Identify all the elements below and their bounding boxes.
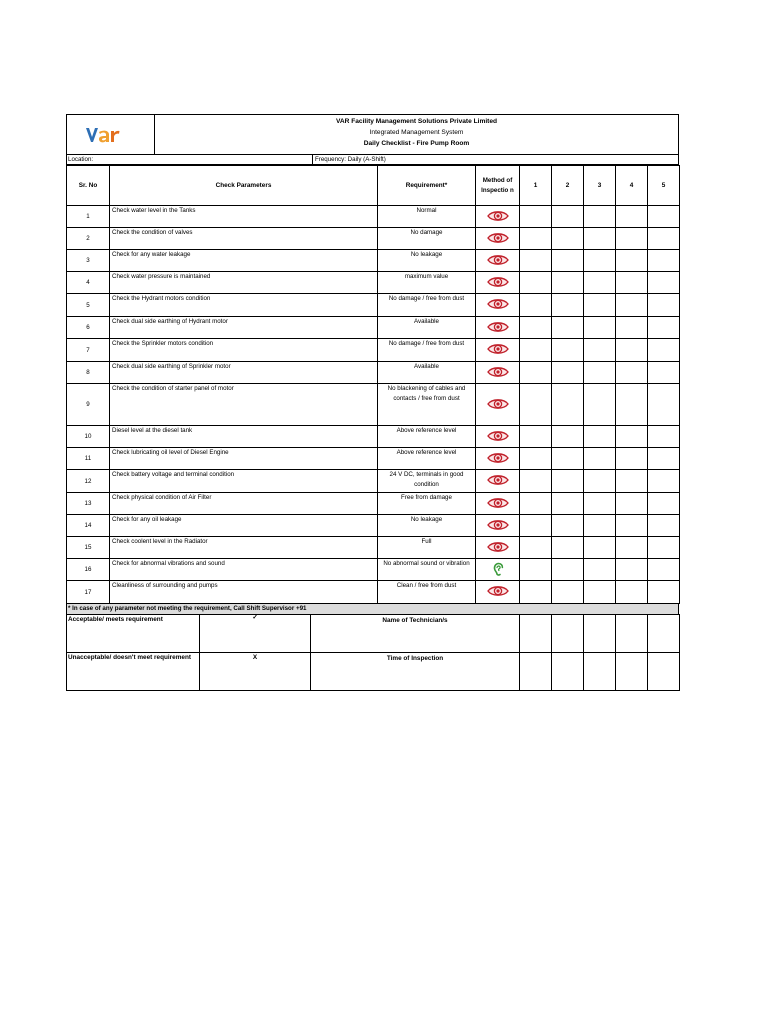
sr-no-cell: 1 (67, 206, 110, 228)
time-cell-2[interactable] (552, 653, 584, 691)
table-row (67, 317, 680, 339)
inspection-day-5-cell[interactable] (648, 448, 680, 470)
requirement-cell: Full (378, 537, 476, 559)
requirement-cell: No leakage (378, 250, 476, 272)
method-cell (476, 206, 520, 228)
check-parameter-cell: Check physical condition of Air Filter (110, 493, 378, 515)
eye-icon (487, 210, 509, 224)
inspection-day-3-cell[interactable] (584, 384, 616, 426)
check-parameter-cell: Check dual side earthing of Sprinkler motor (110, 362, 378, 384)
table-row (67, 228, 680, 250)
method-cell (476, 581, 520, 604)
inspection-day-1-cell[interactable] (520, 384, 552, 426)
time-cell-5[interactable] (648, 653, 680, 691)
method-cell (476, 250, 520, 272)
eye-icon (487, 276, 509, 290)
inspection-day-4-cell[interactable] (616, 384, 648, 426)
inspection-day-3-cell[interactable] (584, 448, 616, 470)
sr-no-cell: 15 (67, 537, 110, 559)
requirement-cell: No leakage (378, 515, 476, 537)
sr-no-cell: 14 (67, 515, 110, 537)
table-row (67, 384, 680, 426)
inspection-day-2-cell[interactable] (552, 537, 584, 559)
unacceptable-mark: X (200, 653, 311, 691)
requirement-cell: Normal (378, 206, 476, 228)
inspection-day-3-cell[interactable] (584, 294, 616, 317)
inspection-day-3-cell[interactable] (584, 272, 616, 294)
method-cell (476, 228, 520, 250)
method-cell (476, 317, 520, 339)
inspection-day-4-cell[interactable] (616, 317, 648, 339)
time-cell-4[interactable] (616, 653, 648, 691)
table-row (67, 559, 680, 581)
inspection-day-5-cell[interactable] (648, 384, 680, 426)
check-parameter-cell: Check water pressure is maintained (110, 272, 378, 294)
col-2: 2 (552, 166, 584, 206)
inspection-day-1-cell[interactable] (520, 515, 552, 537)
inspection-day-5-cell[interactable] (648, 581, 680, 604)
inspection-day-5-cell[interactable] (648, 317, 680, 339)
inspection-day-3-cell[interactable] (584, 228, 616, 250)
requirement-cell: Available (378, 362, 476, 384)
inspection-day-3-cell[interactable] (584, 339, 616, 362)
inspection-day-4-cell[interactable] (616, 272, 648, 294)
inspection-day-3-cell[interactable] (584, 470, 616, 493)
table-row (67, 362, 680, 384)
inspection-day-5-cell[interactable] (648, 515, 680, 537)
requirement-cell: 24 V DC, terminals in good condition (378, 470, 476, 493)
inspection-day-4-cell[interactable] (616, 228, 648, 250)
check-parameter-cell: Check the Sprinkler motors condition (110, 339, 378, 362)
time-cell-3[interactable] (584, 653, 616, 691)
requirement-cell: Above reference level (378, 426, 476, 448)
eye-icon (487, 398, 509, 412)
method-cell (476, 470, 520, 493)
check-parameter-cell: Check dual side earthing of Hydrant motor (110, 317, 378, 339)
eye-icon (487, 298, 509, 312)
requirement-cell: maximum value (378, 272, 476, 294)
technician-cell-4[interactable] (616, 615, 648, 653)
sr-no-cell: 4 (67, 272, 110, 294)
inspection-day-2-cell[interactable] (552, 581, 584, 604)
header-text (155, 115, 678, 154)
inspection-day-1-cell[interactable] (520, 537, 552, 559)
eye-icon (487, 497, 509, 511)
col-check-parameters: Check Parameters (110, 166, 378, 206)
method-cell (476, 362, 520, 384)
eye-icon (487, 232, 509, 246)
sr-no-cell: 12 (67, 470, 110, 493)
inspection-day-3-cell[interactable] (584, 317, 616, 339)
sr-no-cell: 16 (67, 559, 110, 581)
inspection-day-5-cell[interactable] (648, 250, 680, 272)
col-1: 1 (520, 166, 552, 206)
col-method: Method of Inspectio n (476, 166, 520, 206)
eye-icon (487, 519, 509, 533)
time-of-inspection-label: Time of Inspection (311, 653, 520, 691)
unacceptable-label: Unacceptable/ doesn't meet requirement (67, 653, 200, 691)
inspection-day-1-cell[interactable] (520, 294, 552, 317)
inspection-day-1-cell[interactable] (520, 448, 552, 470)
table-row (67, 272, 680, 294)
eye-icon (487, 452, 509, 466)
inspection-day-5-cell[interactable] (648, 559, 680, 581)
method-cell (476, 294, 520, 317)
ear-icon (490, 561, 506, 579)
inspection-day-4-cell[interactable] (616, 339, 648, 362)
eye-icon (487, 254, 509, 268)
inspection-day-2-cell[interactable] (552, 515, 584, 537)
inspection-day-5-cell[interactable] (648, 339, 680, 362)
inspection-day-1-cell[interactable] (520, 317, 552, 339)
checklist-sheet (66, 114, 679, 691)
check-parameter-cell: Check coolent level in the Radiator (110, 537, 378, 559)
inspection-day-1-cell[interactable] (520, 581, 552, 604)
method-cell (476, 384, 520, 426)
requirement-cell: Clean / free from dust (378, 581, 476, 604)
inspection-day-4-cell[interactable] (616, 493, 648, 515)
inspection-day-3-cell[interactable] (584, 559, 616, 581)
col-4: 4 (616, 166, 648, 206)
inspection-day-1-cell[interactable] (520, 272, 552, 294)
inspection-day-3-cell[interactable] (584, 426, 616, 448)
inspection-day-5-cell[interactable] (648, 272, 680, 294)
sr-no-cell: 2 (67, 228, 110, 250)
inspection-day-4-cell[interactable] (616, 250, 648, 272)
inspection-day-1-cell[interactable] (520, 470, 552, 493)
acceptable-row (67, 615, 680, 653)
inspection-day-4-cell[interactable] (616, 294, 648, 317)
inspection-day-4-cell[interactable] (616, 470, 648, 493)
eye-icon (487, 366, 509, 380)
company-name: VAR Facility Management Solutions Private Limited (335, 118, 498, 125)
table-header-row (67, 166, 680, 206)
check-parameter-cell: Check for any water leakage (110, 250, 378, 272)
eye-icon (487, 541, 509, 555)
col-requirement: Requirement* (378, 166, 476, 206)
inspection-day-2-cell[interactable] (552, 272, 584, 294)
check-parameter-cell: Check for any oil leakage (110, 515, 378, 537)
inspection-day-3-cell[interactable] (584, 537, 616, 559)
technician-cell-1[interactable] (520, 615, 552, 653)
sr-no-cell: 7 (67, 339, 110, 362)
inspection-day-2-cell[interactable] (552, 250, 584, 272)
table-row (67, 537, 680, 559)
inspection-day-3-cell[interactable] (584, 362, 616, 384)
inspection-day-2-cell[interactable] (552, 206, 584, 228)
check-parameter-cell: Check the condition of valves (110, 228, 378, 250)
inspection-day-2-cell[interactable] (552, 317, 584, 339)
inspection-day-2-cell[interactable] (552, 339, 584, 362)
method-cell (476, 559, 520, 581)
inspection-day-1-cell[interactable] (520, 493, 552, 515)
table-row (67, 206, 680, 228)
table-row (67, 581, 680, 604)
location-frequency-row (66, 154, 679, 165)
inspection-day-2-cell[interactable] (552, 384, 584, 426)
table-row (67, 515, 680, 537)
eye-icon (487, 321, 509, 335)
sr-no-cell: 8 (67, 362, 110, 384)
eye-icon (487, 343, 509, 357)
inspection-day-4-cell[interactable] (616, 362, 648, 384)
inspection-day-5-cell[interactable] (648, 537, 680, 559)
method-cell (476, 537, 520, 559)
table-row (67, 426, 680, 448)
inspection-day-1-cell[interactable] (520, 228, 552, 250)
inspection-day-2-cell[interactable] (552, 470, 584, 493)
inspection-day-1-cell[interactable] (520, 250, 552, 272)
inspection-day-1-cell[interactable] (520, 339, 552, 362)
sr-no-cell: 11 (67, 448, 110, 470)
inspection-day-4-cell[interactable] (616, 206, 648, 228)
location-field[interactable]: Location: (67, 155, 313, 164)
technician-cell-3[interactable] (584, 615, 616, 653)
inspection-day-2-cell[interactable] (552, 559, 584, 581)
inspection-day-4-cell[interactable] (616, 537, 648, 559)
var-logo-icon (85, 124, 137, 146)
inspection-day-4-cell[interactable] (616, 426, 648, 448)
technician-cell-2[interactable] (552, 615, 584, 653)
check-parameter-cell: Check lubricating oil level of Diesel Engine (110, 448, 378, 470)
sr-no-cell: 5 (67, 294, 110, 317)
sr-no-cell: 6 (67, 317, 110, 339)
check-parameter-cell: Check for abnormal vibrations and sound (110, 559, 378, 581)
inspection-day-5-cell[interactable] (648, 470, 680, 493)
inspection-day-2-cell[interactable] (552, 294, 584, 317)
check-parameter-cell: Diesel level at the diesel tank (110, 426, 378, 448)
inspection-day-3-cell[interactable] (584, 250, 616, 272)
requirement-cell: No abnormal sound or vibration (378, 559, 476, 581)
sr-no-cell: 10 (67, 426, 110, 448)
requirement-cell: No damage (378, 228, 476, 250)
col-3: 3 (584, 166, 616, 206)
inspection-day-1-cell[interactable] (520, 426, 552, 448)
frequency-label: Frequency: Daily (A-Shift) (315, 156, 386, 163)
check-parameter-cell: Check the Hydrant motors condition (110, 294, 378, 317)
inspection-day-2-cell[interactable] (552, 426, 584, 448)
inspection-day-2-cell[interactable] (552, 362, 584, 384)
company-logo (67, 115, 155, 154)
eye-icon (487, 430, 509, 444)
technician-label: Name of Technician/s (311, 615, 520, 653)
inspection-day-2-cell[interactable] (552, 228, 584, 250)
inspection-day-1-cell[interactable] (520, 559, 552, 581)
table-row (67, 493, 680, 515)
document-header (66, 114, 679, 154)
checklist-table (66, 165, 680, 604)
sr-no-cell: 17 (67, 581, 110, 604)
inspection-day-4-cell[interactable] (616, 559, 648, 581)
acceptable-checkmark: ✓ (200, 615, 311, 653)
requirement-cell: Above reference level (378, 448, 476, 470)
requirement-cell: No blackening of cables and contacts / free from dust (378, 384, 476, 426)
check-parameter-cell: Check battery voltage and terminal condition (110, 470, 378, 493)
eye-icon (487, 474, 509, 488)
sr-no-cell: 3 (67, 250, 110, 272)
unacceptable-row (67, 653, 680, 691)
inspection-day-4-cell[interactable] (616, 581, 648, 604)
inspection-day-4-cell[interactable] (616, 448, 648, 470)
table-row (67, 448, 680, 470)
inspection-day-5-cell[interactable] (648, 362, 680, 384)
requirement-cell: No damage / free from dust (378, 294, 476, 317)
requirement-cell: No damage / free from dust (378, 339, 476, 362)
sr-no-cell: 9 (67, 384, 110, 426)
acceptable-label: Acceptable/ meets requirement (67, 615, 200, 653)
table-row (67, 250, 680, 272)
col-sr-no: Sr. No (67, 166, 110, 206)
col-5: 5 (648, 166, 680, 206)
system-name: Integrated Management System (369, 129, 464, 136)
inspection-day-3-cell[interactable] (584, 206, 616, 228)
check-parameter-cell: Cleanliness of surrounding and pumps (110, 581, 378, 604)
method-cell (476, 493, 520, 515)
inspection-day-1-cell[interactable] (520, 206, 552, 228)
method-cell (476, 515, 520, 537)
requirement-cell: Available (378, 317, 476, 339)
eye-icon (487, 585, 509, 599)
table-row (67, 470, 680, 493)
sr-no-cell: 13 (67, 493, 110, 515)
inspection-day-2-cell[interactable] (552, 493, 584, 515)
inspection-day-5-cell[interactable] (648, 294, 680, 317)
inspection-day-3-cell[interactable] (584, 581, 616, 604)
document-title: Daily Checklist - Fire Pump Room (363, 140, 470, 147)
inspection-day-5-cell[interactable] (648, 493, 680, 515)
inspection-day-4-cell[interactable] (616, 515, 648, 537)
method-cell (476, 448, 520, 470)
table-row (67, 339, 680, 362)
signoff-table (66, 614, 680, 691)
method-cell (476, 426, 520, 448)
inspection-day-3-cell[interactable] (584, 515, 616, 537)
inspection-day-3-cell[interactable] (584, 493, 616, 515)
requirement-cell: Free from damage (378, 493, 476, 515)
check-parameter-cell: Check water level in the Tanks (110, 206, 378, 228)
inspection-day-1-cell[interactable] (520, 362, 552, 384)
inspection-day-2-cell[interactable] (552, 448, 584, 470)
technician-cell-5[interactable] (648, 615, 680, 653)
inspection-day-5-cell[interactable] (648, 228, 680, 250)
inspection-day-5-cell[interactable] (648, 206, 680, 228)
inspection-day-5-cell[interactable] (648, 426, 680, 448)
table-row (67, 294, 680, 317)
method-cell (476, 272, 520, 294)
method-cell (476, 339, 520, 362)
time-cell-1[interactable] (520, 653, 552, 691)
footnote: * In case of any parameter not meeting the requirement, Call Shift Supervisor +91 (66, 604, 679, 614)
check-parameter-cell: Check the condition of starter panel of motor (110, 384, 378, 426)
